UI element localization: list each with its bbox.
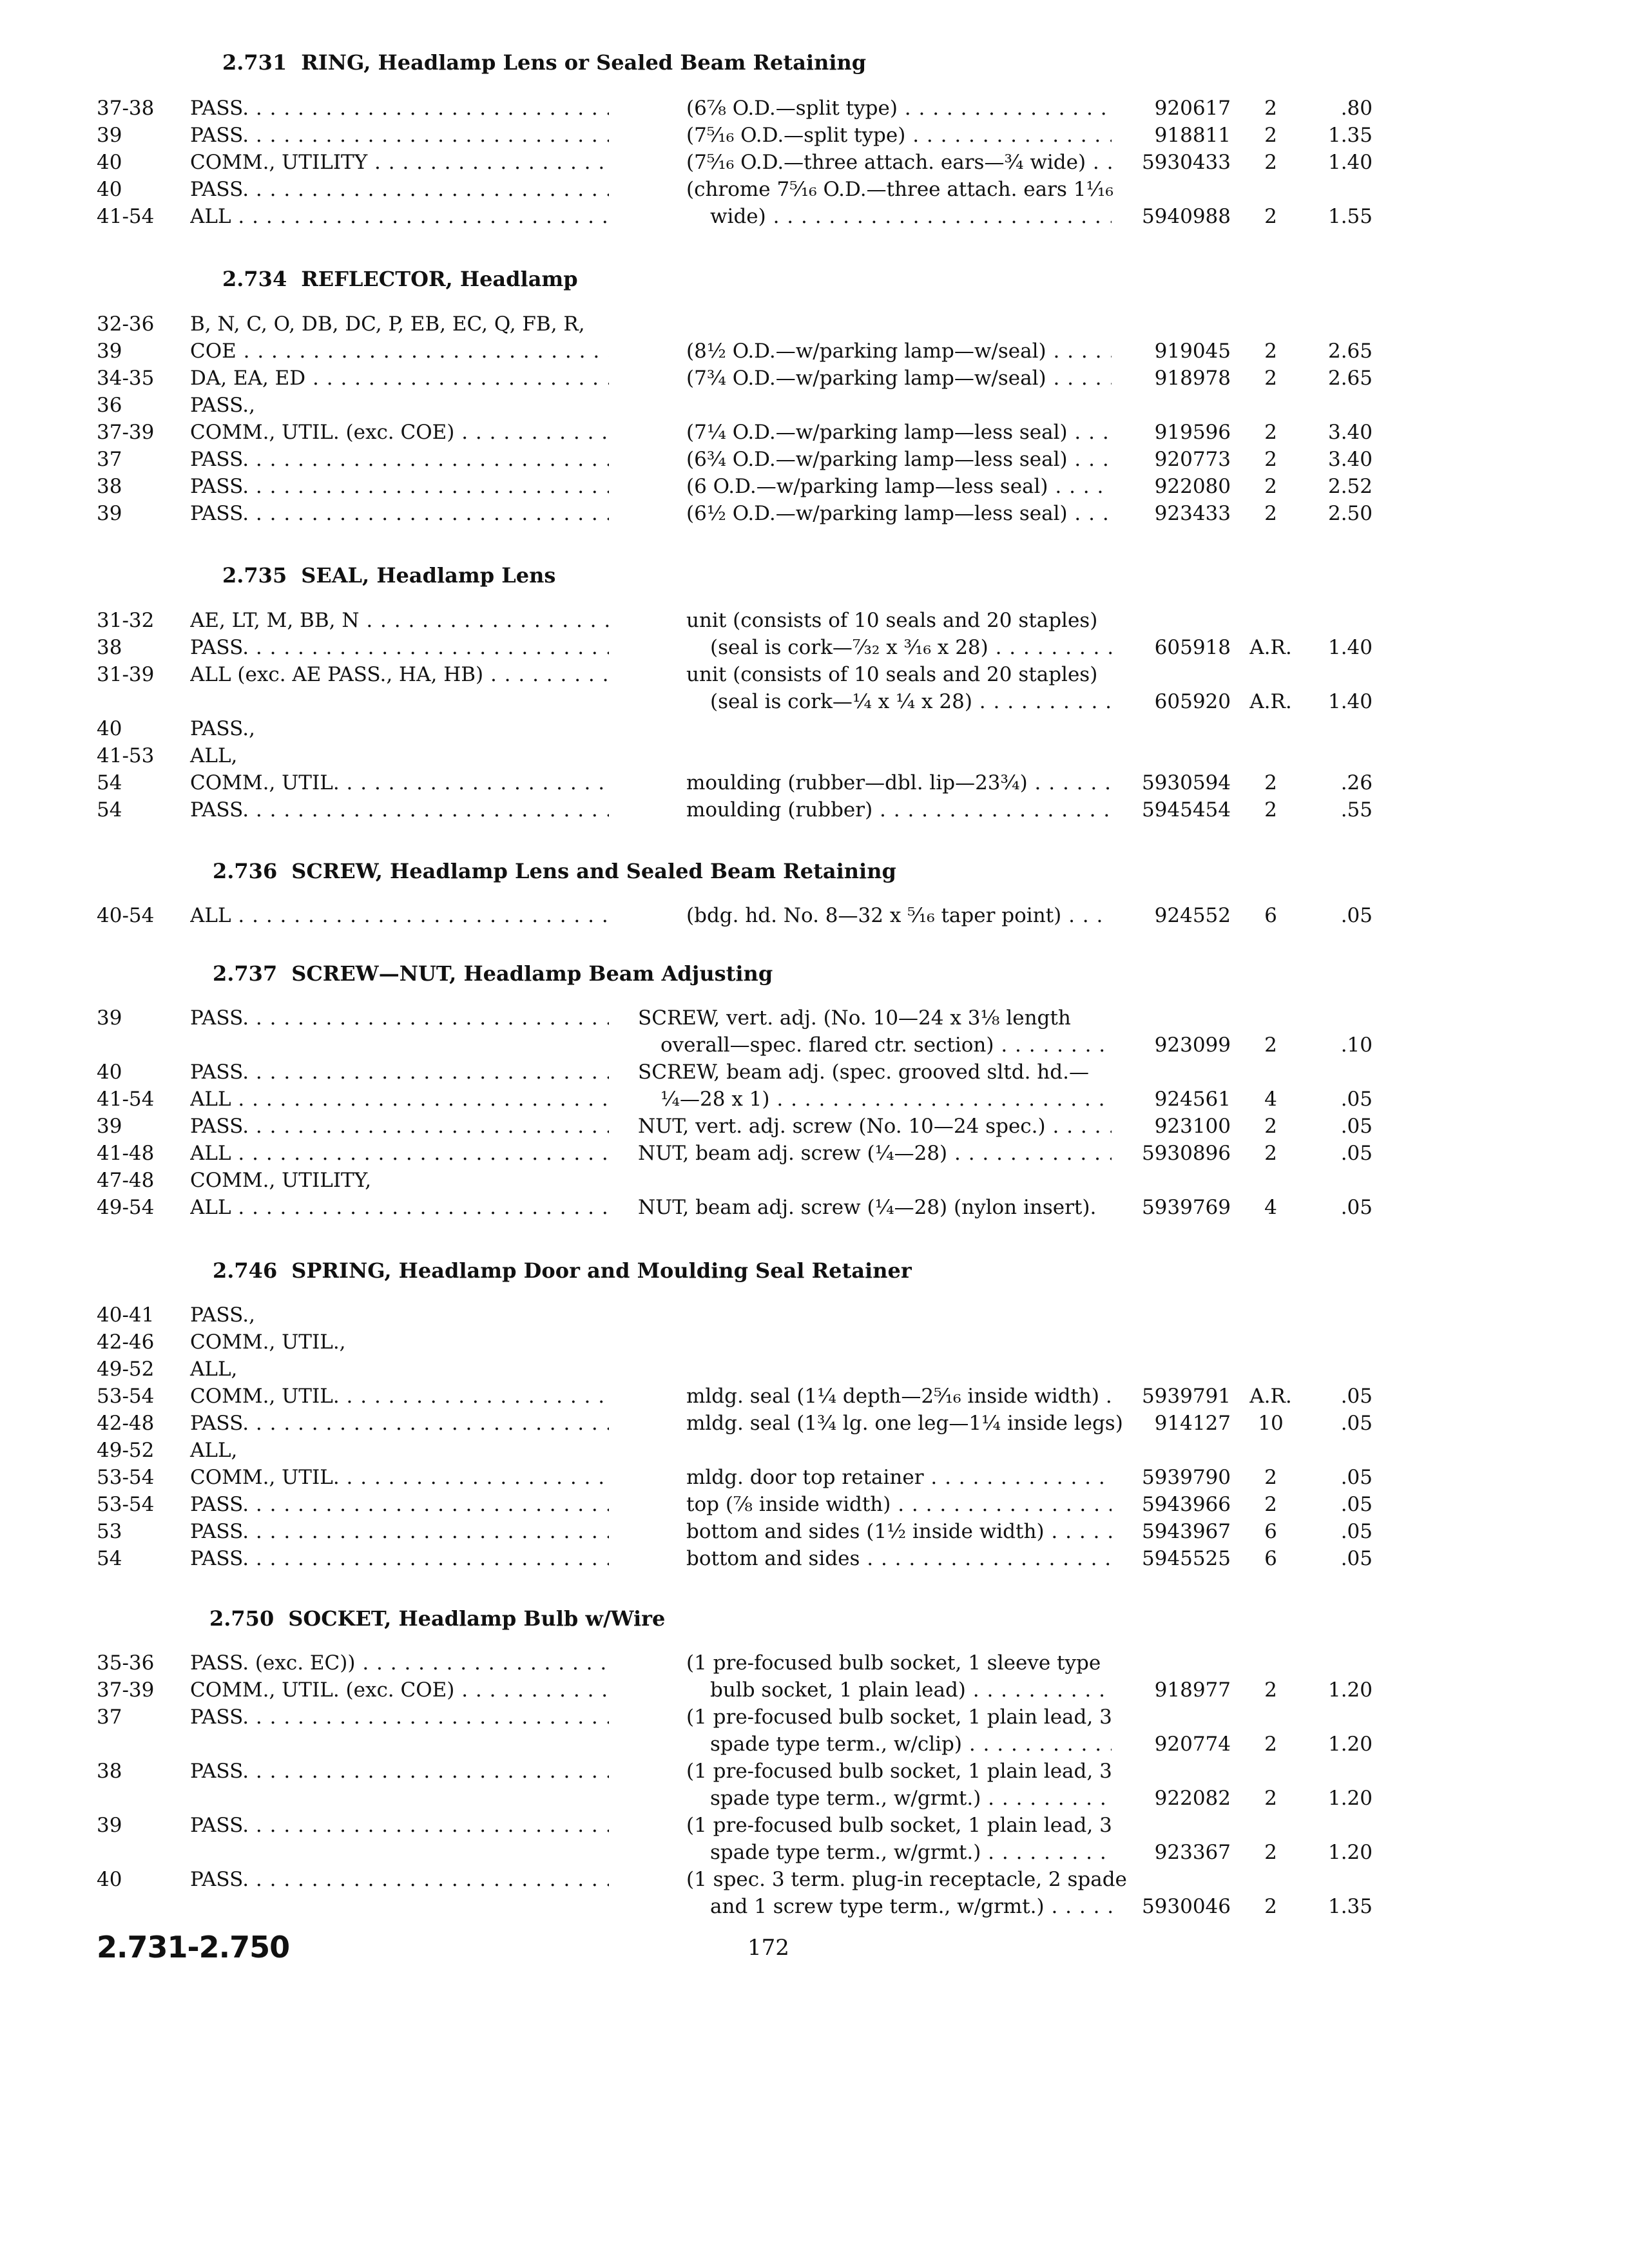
description: spade type term., w/grmt.) . . . [710,1785,1112,1812]
description: (1 pre-focused bulb socket, 1 plain lead, 3 [686,1760,1112,1783]
years: 37 [97,448,122,471]
models: PASS. . . . [190,1545,609,1572]
quantity: 2 [1264,1841,1277,1864]
models: PASS., [190,717,255,740]
years: 37 [97,1706,122,1729]
years: 40 [97,717,122,740]
section-heading [222,563,555,588]
models: PASS. . . . [190,473,609,500]
years: 41-54 [97,205,155,228]
section-title: REFLECTOR, Headlamp [301,267,578,291]
models: ALL . . . [190,1086,609,1113]
part-number: 5945525 [1141,1547,1231,1570]
models: COMM., UTILITY, [190,1169,372,1192]
models: PASS. (exc. EC)) . . . [190,1649,609,1677]
years: 40 [97,151,122,174]
models: COE . . . [190,338,609,365]
description: SCREW, vert. adj. (No. 10—24 x 3⅛ length [638,1006,1071,1030]
part-number: 919596 [1154,421,1231,444]
quantity: 2 [1264,1733,1277,1756]
years: 54 [97,1547,122,1570]
section-heading [222,50,866,75]
part-number: 605920 [1154,690,1231,713]
price: .05 [1340,1466,1373,1489]
section-title: RING, Headlamp Lens or Sealed Beam Retaining [301,50,867,75]
years: 49-52 [97,1358,155,1381]
part-number: 918811 [1154,124,1231,147]
price: 1.40 [1327,690,1373,713]
part-number: 918977 [1154,1678,1231,1702]
quantity: 2 [1264,421,1277,444]
description: SCREW, beam adj. (spec. grooved sltd. hd.— [638,1061,1089,1084]
models: PASS. . . . [190,1866,609,1893]
description: (seal is cork—⁷⁄₃₂ x ³⁄₁₆ x 28) . . . [710,634,1112,661]
quantity: A.R. [1249,1385,1292,1408]
section-heading [222,267,578,291]
models: DA, EA, ED . . . [190,365,609,392]
part-number: 5930046 [1141,1895,1231,1918]
part-number: 923367 [1154,1841,1231,1864]
quantity: 2 [1264,1678,1277,1702]
quantity: 6 [1264,904,1277,927]
years: 39 [97,124,122,147]
quantity: 2 [1264,1466,1277,1489]
quantity: 6 [1264,1520,1277,1543]
section-title: SCREW—NUT, Headlamp Beam Adjusting [291,961,773,986]
models: PASS. . . . [190,1004,609,1032]
part-number: 924552 [1154,904,1231,927]
description: mldg. seal (1¾ lg. one leg—1¼ inside legs) [686,1412,1123,1435]
models: ALL . . . [190,902,609,929]
description: (chrome 7⁵⁄₁₆ O.D.—three attach. ears 1¹⁄₁₆ [686,178,1113,201]
years: 41-53 [97,744,155,767]
price: .05 [1340,1385,1373,1408]
price: .05 [1340,1547,1373,1570]
years: 39 [97,1115,122,1138]
models: COMM., UTIL. (exc. COE) . . . [190,419,609,446]
price: 1.20 [1327,1733,1373,1756]
models: PASS. . . . [190,500,609,527]
price: .05 [1340,1412,1373,1435]
price: .05 [1340,1196,1373,1219]
years: 40 [97,1061,122,1084]
part-number: 922080 [1154,475,1231,498]
section-number: 2.734 [222,267,287,291]
section-heading [213,859,896,883]
description: (1 spec. 3 term. plug-in receptacle, 2 spade [686,1868,1127,1891]
part-number: 922082 [1154,1787,1231,1810]
years: 40-54 [97,904,155,927]
years: 38 [97,1760,122,1783]
part-number: 5939769 [1141,1196,1231,1219]
years: 36 [97,394,122,417]
models: ALL, [190,1439,238,1462]
quantity: 2 [1264,1895,1277,1918]
models: PASS. . . . [190,122,609,149]
description: unit (consists of 10 seals and 20 staples) [686,609,1098,632]
description: (seal is cork—¼ x ¼ x 28) . . . [710,688,1112,715]
quantity: 6 [1264,1547,1277,1570]
price: 1.55 [1327,205,1373,228]
description: NUT, beam adj. screw (¼—28) . . . [638,1140,1112,1167]
part-number: 923433 [1154,502,1231,525]
years: 37-38 [97,97,155,120]
years: 39 [97,502,122,525]
part-number: 5930896 [1141,1142,1231,1165]
quantity: 2 [1264,367,1277,390]
part-number: 920774 [1154,1733,1231,1756]
years: 53-54 [97,1493,155,1516]
models: PASS., [190,394,255,417]
part-number: 920617 [1154,97,1231,120]
price: .26 [1340,771,1373,794]
part-number: 5943967 [1141,1520,1231,1543]
models: PASS. . . . [190,95,609,122]
years: 42-46 [97,1331,155,1354]
description: (7¾ O.D.—w/parking lamp—w/seal) . . . [686,365,1112,392]
part-number: 5945454 [1141,798,1231,822]
years: 53 [97,1520,122,1543]
description: (6¾ O.D.—w/parking lamp—less seal) . . . [686,446,1112,473]
price: .05 [1340,904,1373,927]
part-number: 5939791 [1141,1385,1231,1408]
part-number: 919045 [1154,340,1231,363]
section-number: 2.736 [213,859,278,883]
years: 39 [97,340,122,363]
part-number: 924561 [1154,1088,1231,1111]
part-number: 5930594 [1141,771,1231,794]
years: 40 [97,178,122,201]
models: COMM., UTIL. . . . [190,1383,609,1410]
part-number: 923099 [1154,1033,1231,1057]
description: (7⁵⁄₁₆ O.D.—split type) . . . [686,122,1112,149]
description: (8½ O.D.—w/parking lamp—w/seal) . . . [686,338,1112,365]
models: PASS. . . . [190,1812,609,1839]
price: .10 [1340,1033,1373,1057]
price: .05 [1340,1088,1373,1111]
quantity: 2 [1264,97,1277,120]
description: (1 pre-focused bulb socket, 1 sleeve type [686,1651,1101,1675]
models: ALL . . . [190,203,609,230]
section-number: 2.731 [222,50,287,75]
description: moulding (rubber) . . . [686,796,1112,823]
quantity: 2 [1264,205,1277,228]
description: wide) . . . [710,203,1112,230]
years: 31-39 [97,663,155,686]
description: spade type term., w/grmt.) . . . [710,1839,1112,1866]
description: (6⅞ O.D.—split type) . . . [686,95,1112,122]
description: unit (consists of 10 seals and 20 staples) [686,663,1098,686]
description: (bdg. hd. No. 8—32 x ⁵⁄₁₆ taper point) . . . [686,902,1112,929]
years: 40 [97,1868,122,1891]
description: spade type term., w/clip) . . . [710,1731,1112,1758]
models: PASS. . . . [190,446,609,473]
price: 2.65 [1327,367,1373,390]
years: 49-54 [97,1196,155,1219]
models: PASS. . . . [190,634,609,661]
years: 42-48 [97,1412,155,1435]
models: PASS. . . . [190,176,609,203]
models: PASS. . . . [190,1410,609,1437]
description: moulding (rubber—dbl. lip—23¾) . . . [686,769,1112,796]
section-title: SEAL, Headlamp Lens [301,563,556,588]
part-number: 5939790 [1141,1466,1231,1489]
section-number: 2.735 [222,563,287,588]
description: (7¼ O.D.—w/parking lamp—less seal) . . . [686,419,1112,446]
price: 3.40 [1327,448,1373,471]
section-heading [213,961,773,986]
models: PASS. . . . [190,1113,609,1140]
price: 1.35 [1327,1895,1373,1918]
quantity: 2 [1264,124,1277,147]
models: ALL, [190,1358,238,1381]
years: 31-32 [97,609,155,632]
price: .05 [1340,1520,1373,1543]
part-number: 920773 [1154,448,1231,471]
quantity: 2 [1264,340,1277,363]
years: 53-54 [97,1466,155,1489]
quantity: 2 [1264,1033,1277,1057]
quantity: 2 [1264,1142,1277,1165]
models: PASS. . . . [190,796,609,823]
part-number: 923100 [1154,1115,1231,1138]
years: 41-48 [97,1142,155,1165]
models: COMM., UTIL., [190,1331,346,1354]
years: 47-48 [97,1169,155,1192]
years: 34-35 [97,367,155,390]
years: 39 [97,1814,122,1837]
description: (6½ O.D.—w/parking lamp—less seal) . . . [686,500,1112,527]
models: ALL, [190,744,238,767]
quantity: 2 [1264,798,1277,822]
years: 32-36 [97,312,155,336]
part-number: 914127 [1154,1412,1231,1435]
models: AE, LT, M, BB, N . . . [190,607,609,634]
description: (1 pre-focused bulb socket, 1 plain lead, 3 [686,1814,1112,1837]
description: bulb socket, 1 plain lead) . . . [710,1677,1112,1704]
models: PASS. . . . [190,1491,609,1518]
description: top (⅞ inside width) . . . [686,1491,1112,1518]
section-heading [213,1258,912,1283]
quantity: A.R. [1249,636,1292,659]
models: PASS. . . . [190,1059,609,1086]
models: ALL . . . [190,1194,609,1221]
years: 38 [97,636,122,659]
price: 3.40 [1327,421,1373,444]
price: 1.35 [1327,124,1373,147]
description: ¼—28 x 1) . . . [660,1086,1112,1113]
quantity: 2 [1264,151,1277,174]
description: mldg. seal (1¼ depth—2⁵⁄₁₆ inside width) . [686,1385,1112,1408]
price: 2.65 [1327,340,1373,363]
price: .05 [1340,1142,1373,1165]
description: bottom and sides . . . [686,1545,1112,1572]
quantity: 10 [1258,1412,1284,1435]
quantity: A.R. [1249,690,1292,713]
models: ALL (exc. AE PASS., HA, HB) . . . [190,661,609,688]
models: ALL . . . [190,1140,609,1167]
footer-section-range: 2.731-2.750 [97,1930,290,1965]
price: 1.40 [1327,636,1373,659]
price: 1.20 [1327,1787,1373,1810]
quantity: 2 [1264,1787,1277,1810]
quantity: 2 [1264,448,1277,471]
price: .05 [1340,1493,1373,1516]
models: COMM., UTIL. . . . [190,769,609,796]
part-number: 5943966 [1141,1493,1231,1516]
part-number: 5940988 [1141,205,1231,228]
price: 2.50 [1327,502,1373,525]
section-title: SCREW, Headlamp Lens and Sealed Beam Retaining [291,859,896,883]
page-number: 172 [747,1935,789,1961]
price: 1.20 [1327,1678,1373,1702]
years: 37-39 [97,421,155,444]
section-number: 2.737 [213,961,278,986]
quantity: 2 [1264,1115,1277,1138]
years: 37-39 [97,1678,155,1702]
section-number: 2.746 [213,1258,278,1283]
years: 39 [97,1006,122,1030]
quantity: 2 [1264,475,1277,498]
description: and 1 screw type term., w/grmt.) . . . [710,1893,1112,1920]
models: PASS. . . . [190,1758,609,1785]
section-number: 2.750 [209,1606,275,1631]
section-title: SPRING, Headlamp Door and Moulding Seal Retainer [291,1258,912,1283]
part-number: 5930433 [1141,151,1231,174]
price: 1.40 [1327,151,1373,174]
years: 40-41 [97,1303,155,1327]
description: mldg. door top retainer . . . [686,1464,1112,1491]
description: (6 O.D.—w/parking lamp—less seal) . . . [686,473,1112,500]
description: NUT, beam adj. screw (¼—28) (nylon insert). [638,1196,1097,1219]
description: overall—spec. flared ctr. section) . . . [660,1032,1112,1059]
quantity: 4 [1264,1196,1277,1219]
description: (1 pre-focused bulb socket, 1 plain lead, 3 [686,1706,1112,1729]
section-title: SOCKET, Headlamp Bulb w/Wire [288,1606,666,1631]
price: 1.20 [1327,1841,1373,1864]
models: PASS., [190,1303,255,1327]
price: .05 [1340,1115,1373,1138]
price: 2.52 [1327,475,1373,498]
years: 35-36 [97,1651,155,1675]
section-heading [209,1606,665,1631]
quantity: 2 [1264,771,1277,794]
models: COMM., UTILITY . . . [190,149,609,176]
models: PASS. . . . [190,1518,609,1545]
years: 41-54 [97,1088,155,1111]
models: COMM., UTIL. . . . [190,1464,609,1491]
quantity: 4 [1264,1088,1277,1111]
part-number: 605918 [1154,636,1231,659]
part-number: 918978 [1154,367,1231,390]
models: B, N, C, O, DB, DC, P, EB, EC, Q, FB, R, [190,312,585,336]
models: PASS. . . . [190,1704,609,1731]
description: bottom and sides (1½ inside width) . . . [686,1518,1112,1545]
description: NUT, vert. adj. screw (No. 10—24 spec.) . . . [638,1113,1112,1140]
price: .55 [1340,798,1373,822]
years: 53-54 [97,1385,155,1408]
quantity: 2 [1264,502,1277,525]
models: COMM., UTIL. (exc. COE) . . . [190,1677,609,1704]
description: (7⁵⁄₁₆ O.D.—three attach. ears—¾ wide) . . . [686,149,1112,176]
price: .80 [1340,97,1373,120]
years: 54 [97,771,122,794]
years: 49-52 [97,1439,155,1462]
years: 54 [97,798,122,822]
quantity: 2 [1264,1493,1277,1516]
years: 38 [97,475,122,498]
